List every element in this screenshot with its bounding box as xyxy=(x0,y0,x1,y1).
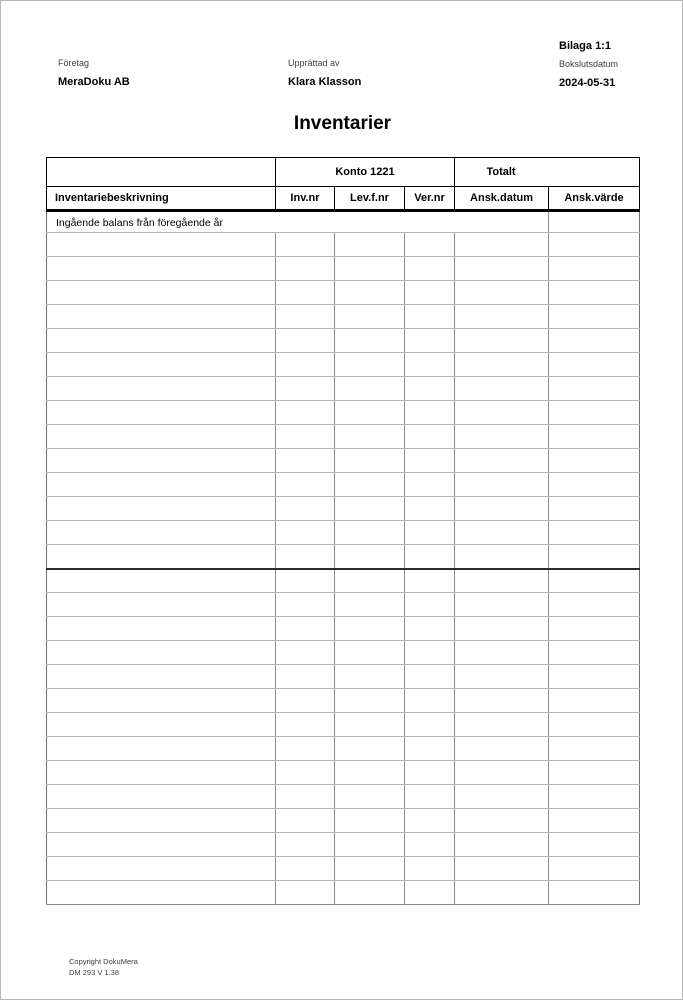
table-cell xyxy=(405,857,455,881)
table-row xyxy=(47,665,640,689)
table-cell xyxy=(276,377,335,401)
table-cell xyxy=(276,401,335,425)
table-row xyxy=(47,569,640,593)
table-cell xyxy=(276,569,335,593)
table-row xyxy=(47,809,640,833)
table-cell xyxy=(405,521,455,545)
table-cell xyxy=(335,737,405,761)
table-cell xyxy=(335,713,405,737)
table-cell xyxy=(47,785,276,809)
table-cell xyxy=(335,785,405,809)
opening-balance-label: Ingående balans från föregående år xyxy=(47,211,549,233)
table-cell xyxy=(549,761,640,785)
table-cell xyxy=(405,713,455,737)
table-cell xyxy=(47,497,276,521)
table-cell xyxy=(549,545,640,569)
table-cell xyxy=(455,641,549,665)
table-row xyxy=(47,689,640,713)
table-cell xyxy=(549,833,640,857)
table-cell xyxy=(276,785,335,809)
table-row xyxy=(47,401,640,425)
table-cell xyxy=(405,473,455,497)
table-cell xyxy=(405,401,455,425)
table-cell xyxy=(455,785,549,809)
table-cell xyxy=(47,473,276,497)
table-cell xyxy=(47,737,276,761)
table-cell xyxy=(455,617,549,641)
table-cell xyxy=(47,833,276,857)
table-cell xyxy=(549,449,640,473)
table-cell xyxy=(276,353,335,377)
table-row xyxy=(47,497,640,521)
table-cell xyxy=(455,665,549,689)
table-cell xyxy=(405,761,455,785)
table-cell xyxy=(405,353,455,377)
table-cell xyxy=(47,401,276,425)
table-cell xyxy=(47,521,276,545)
table-cell xyxy=(455,689,549,713)
column-header-invnr: Inv.nr xyxy=(276,187,335,211)
table-cell xyxy=(405,497,455,521)
table-cell xyxy=(335,497,405,521)
table-cell xyxy=(47,305,276,329)
table-cell xyxy=(455,545,549,569)
table-cell xyxy=(405,593,455,617)
table-cell xyxy=(276,497,335,521)
table-cell xyxy=(455,473,549,497)
table-cell xyxy=(549,281,640,305)
table-cell xyxy=(335,545,405,569)
table-cell xyxy=(335,617,405,641)
table-cell xyxy=(549,353,640,377)
column-header-anskdatum: Ansk.datum xyxy=(455,187,549,211)
table-cell xyxy=(455,257,549,281)
column-header-anskvarde: Ansk.värde xyxy=(549,187,640,211)
table-row xyxy=(47,641,640,665)
table-cell xyxy=(455,713,549,737)
table-cell xyxy=(455,449,549,473)
table-cell xyxy=(405,305,455,329)
table-cell xyxy=(405,233,455,257)
group-header-row xyxy=(47,158,640,187)
table-cell xyxy=(549,401,640,425)
table-cell xyxy=(335,353,405,377)
table-cell xyxy=(47,377,276,401)
table-cell xyxy=(335,281,405,305)
table-cell xyxy=(276,233,335,257)
table-cell xyxy=(549,689,640,713)
table-cell xyxy=(276,809,335,833)
table-cell xyxy=(47,569,276,593)
table-cell xyxy=(405,785,455,809)
table-row xyxy=(47,329,640,353)
table-cell xyxy=(335,257,405,281)
table-cell xyxy=(455,305,549,329)
table-cell xyxy=(455,737,549,761)
table-cell xyxy=(276,305,335,329)
table-cell xyxy=(549,377,640,401)
table-row xyxy=(47,257,640,281)
table-row xyxy=(47,473,640,497)
table-cell xyxy=(549,593,640,617)
table-row xyxy=(47,593,640,617)
closing-date-value: 2024-05-31 xyxy=(559,77,616,89)
table-cell xyxy=(455,329,549,353)
table-cell xyxy=(47,425,276,449)
footer-copyright: Copyright DokuMera xyxy=(69,957,138,966)
inventory-table xyxy=(46,157,640,905)
table-cell xyxy=(335,833,405,857)
table-cell xyxy=(455,233,549,257)
table-cell xyxy=(276,449,335,473)
table-cell xyxy=(335,233,405,257)
company-label: Företag xyxy=(58,58,90,68)
table-cell xyxy=(405,641,455,665)
table-row xyxy=(47,761,640,785)
table-cell xyxy=(47,857,276,881)
table-row xyxy=(47,521,640,545)
table-cell xyxy=(47,617,276,641)
table-cell xyxy=(455,401,549,425)
page-title: Inventarier xyxy=(293,113,392,134)
table-row xyxy=(47,857,640,881)
table-cell xyxy=(549,809,640,833)
company-value: MeraDoku AB xyxy=(58,76,130,88)
table-cell xyxy=(276,641,335,665)
table-cell xyxy=(549,257,640,281)
table-cell xyxy=(405,809,455,833)
group-header-konto: Konto 1221 xyxy=(276,158,455,187)
table-cell xyxy=(276,281,335,305)
table-cell xyxy=(335,425,405,449)
table-cell xyxy=(549,233,640,257)
table-cell xyxy=(549,617,640,641)
table-cell xyxy=(276,665,335,689)
table-cell xyxy=(335,593,405,617)
table-cell xyxy=(455,881,549,905)
table-cell xyxy=(405,665,455,689)
table-cell xyxy=(549,641,640,665)
table-cell xyxy=(335,377,405,401)
table-cell xyxy=(335,401,405,425)
table-row xyxy=(47,617,640,641)
table-cell xyxy=(549,211,640,233)
table-cell xyxy=(549,497,640,521)
table-cell xyxy=(276,689,335,713)
group-header-empty xyxy=(47,158,276,187)
table-cell xyxy=(455,857,549,881)
table-cell xyxy=(549,425,640,449)
table-cell xyxy=(405,281,455,305)
table-row xyxy=(47,377,640,401)
table-cell xyxy=(405,425,455,449)
table-cell xyxy=(276,617,335,641)
table-cell xyxy=(276,713,335,737)
table-cell xyxy=(405,449,455,473)
table-cell xyxy=(405,881,455,905)
prepared-by-value: Klara Klasson xyxy=(288,76,362,88)
table-cell xyxy=(405,617,455,641)
column-header-vernr: Ver.nr xyxy=(405,187,455,211)
table-cell xyxy=(405,737,455,761)
table-cell xyxy=(276,329,335,353)
table-cell xyxy=(47,593,276,617)
table-cell xyxy=(455,761,549,785)
table-row xyxy=(47,881,640,905)
table-cell xyxy=(335,449,405,473)
appendix-block xyxy=(559,40,618,96)
appendix-label: Bilaga 1:1 xyxy=(559,40,611,52)
table-cell xyxy=(47,713,276,737)
table-cell xyxy=(335,761,405,785)
group-header-totalt xyxy=(455,158,640,187)
table-cell xyxy=(276,857,335,881)
table-cell xyxy=(549,305,640,329)
table-cell xyxy=(47,689,276,713)
column-header-description: Inventariebeskrivning xyxy=(47,187,276,211)
table-cell xyxy=(276,761,335,785)
table-cell xyxy=(455,809,549,833)
column-header-levfnr: Lev.f.nr xyxy=(335,187,405,211)
table-cell xyxy=(276,545,335,569)
table-cell xyxy=(47,881,276,905)
table-cell xyxy=(276,521,335,545)
table-cell xyxy=(276,473,335,497)
table-row xyxy=(47,737,640,761)
table-cell xyxy=(549,329,640,353)
table-cell xyxy=(549,665,640,689)
table-cell xyxy=(455,377,549,401)
table-cell xyxy=(549,473,640,497)
table-cell xyxy=(335,641,405,665)
table-cell xyxy=(47,281,276,305)
table-cell xyxy=(549,713,640,737)
column-header-row xyxy=(47,187,640,211)
table-cell xyxy=(549,857,640,881)
table-cell xyxy=(47,257,276,281)
table-cell xyxy=(405,377,455,401)
table-cell xyxy=(276,425,335,449)
table-cell xyxy=(47,545,276,569)
table-cell xyxy=(47,665,276,689)
opening-balance-row xyxy=(47,211,640,233)
table-row xyxy=(47,353,640,377)
table-cell xyxy=(47,233,276,257)
table-cell xyxy=(335,857,405,881)
table-row xyxy=(47,425,640,449)
table-row xyxy=(47,281,640,305)
document-footer xyxy=(69,956,138,978)
table-cell xyxy=(335,473,405,497)
table-cell xyxy=(47,761,276,785)
table-cell xyxy=(549,881,640,905)
table-cell xyxy=(405,545,455,569)
table-cell xyxy=(405,329,455,353)
table-cell xyxy=(549,521,640,545)
footer-doc-id: DM 293 V 1.38 xyxy=(69,968,120,977)
table-cell xyxy=(455,353,549,377)
table-cell xyxy=(335,881,405,905)
table-cell xyxy=(276,257,335,281)
table-cell xyxy=(549,737,640,761)
table-cell xyxy=(47,353,276,377)
company-block xyxy=(58,58,130,88)
table-cell xyxy=(276,881,335,905)
table-cell xyxy=(549,569,640,593)
table-cell xyxy=(455,521,549,545)
table-row xyxy=(47,833,640,857)
table-cell xyxy=(549,785,640,809)
table-cell xyxy=(405,833,455,857)
prepared-by-label: Upprättad av xyxy=(288,58,340,68)
table-cell xyxy=(455,425,549,449)
prepared-by-block xyxy=(288,58,361,88)
table-row xyxy=(47,713,640,737)
table-cell xyxy=(335,329,405,353)
table-cell xyxy=(455,497,549,521)
table-cell xyxy=(276,737,335,761)
table-cell xyxy=(405,569,455,593)
table-row xyxy=(47,305,640,329)
table-row xyxy=(47,449,640,473)
table-cell xyxy=(405,689,455,713)
table-row xyxy=(47,233,640,257)
table-cell xyxy=(405,257,455,281)
table-cell xyxy=(335,665,405,689)
group-header-totalt-label: Totalt xyxy=(486,166,516,178)
table-cell xyxy=(335,809,405,833)
table-row xyxy=(47,785,640,809)
table-cell xyxy=(455,833,549,857)
table-cell xyxy=(335,689,405,713)
table-cell xyxy=(47,449,276,473)
table-cell xyxy=(47,641,276,665)
table-cell xyxy=(455,281,549,305)
table-cell xyxy=(276,833,335,857)
inventory-table-header xyxy=(47,158,640,211)
closing-date-label: Bokslutsdatum xyxy=(559,59,619,69)
table-cell xyxy=(276,593,335,617)
table-row xyxy=(47,545,640,569)
table-cell xyxy=(47,809,276,833)
table-cell xyxy=(455,593,549,617)
table-cell xyxy=(335,305,405,329)
table-cell xyxy=(47,329,276,353)
table-cell xyxy=(335,569,405,593)
table-cell xyxy=(335,521,405,545)
table-cell xyxy=(455,569,549,593)
inventory-table-body xyxy=(47,211,640,905)
